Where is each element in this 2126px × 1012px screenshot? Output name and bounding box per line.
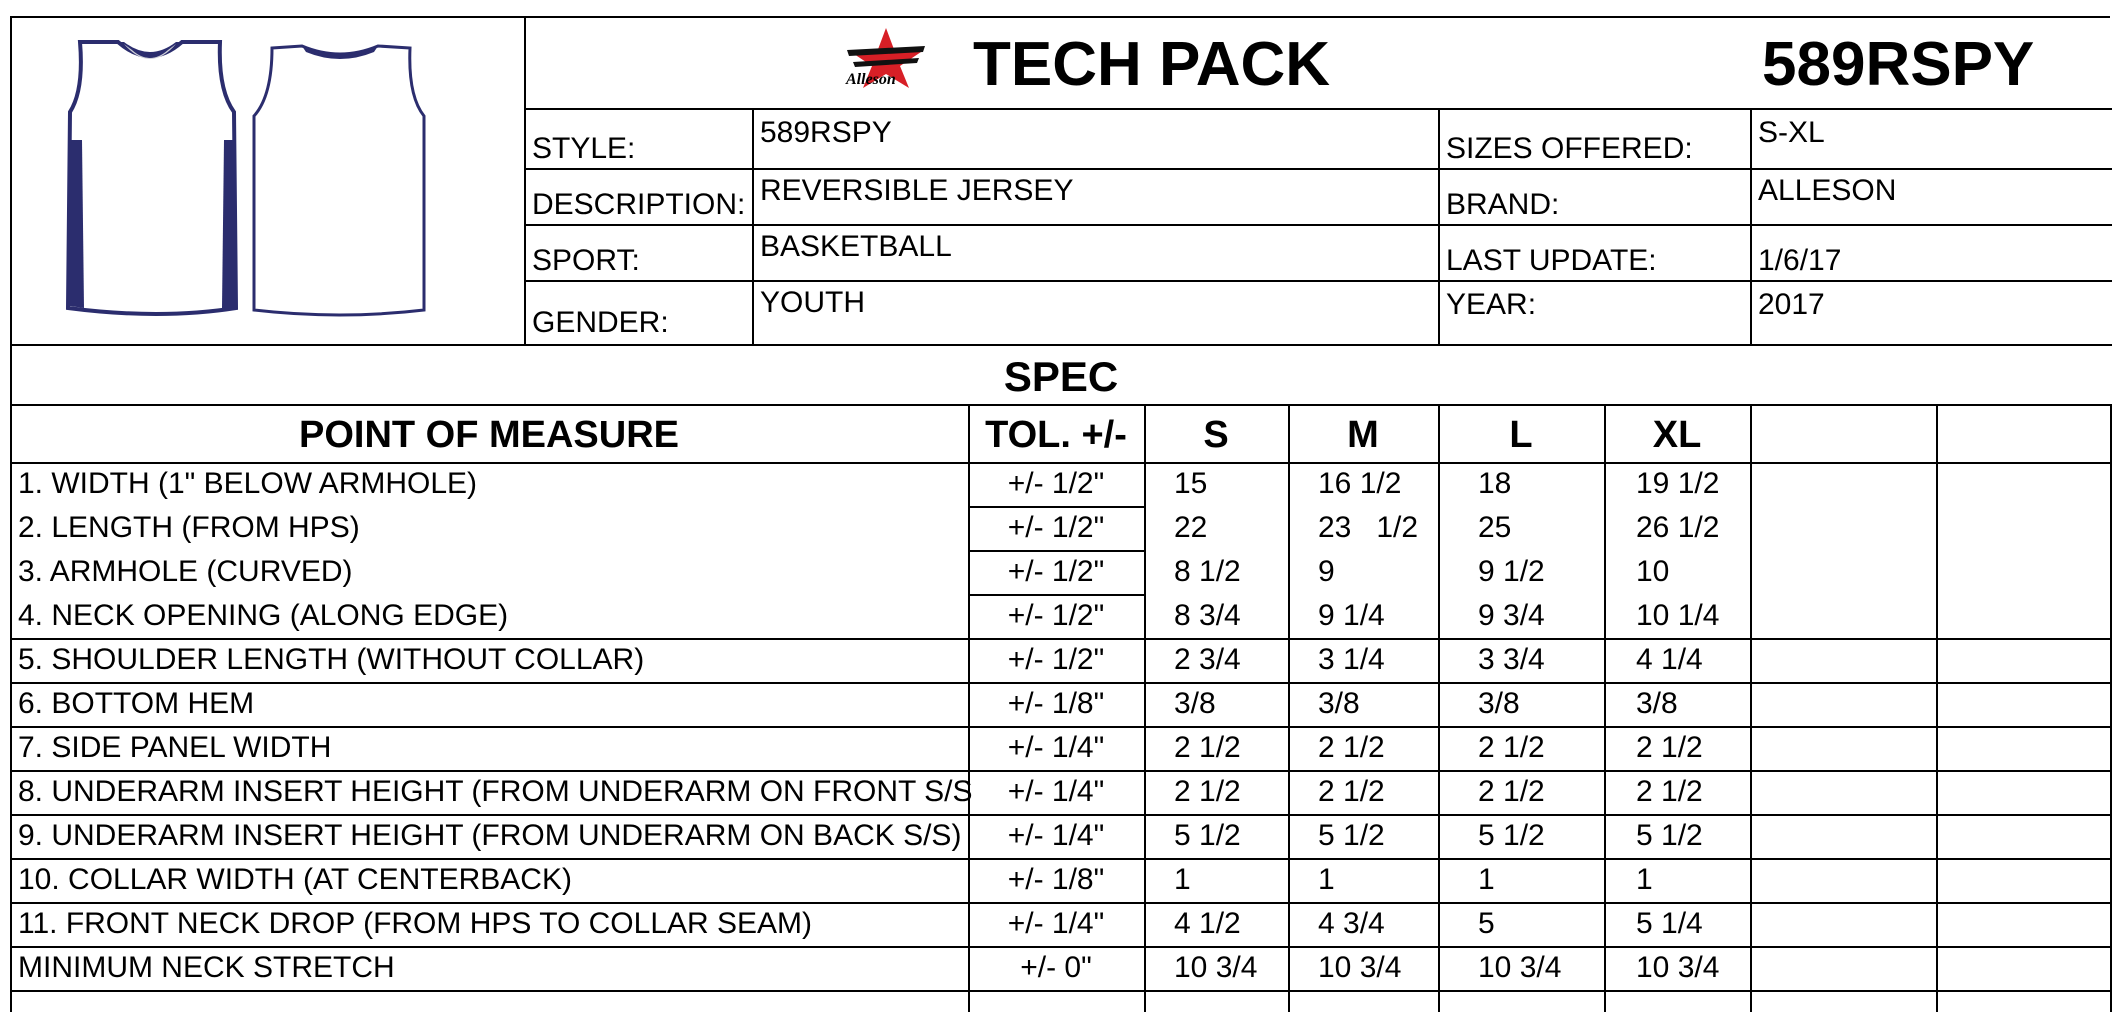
size-xl-cell: 2 1/2: [1636, 775, 1703, 808]
info-vline: [1750, 108, 1752, 344]
tol-subline: [968, 550, 1144, 552]
size-m-cell: 5 1/2: [1318, 819, 1385, 852]
last-update-value: 1/6/17: [1758, 244, 1842, 277]
info-hline: [524, 280, 2112, 282]
jersey-back-image: [254, 46, 424, 315]
tolerance-cell: +/- 1/4": [1007, 819, 1105, 852]
spec-top-line: [10, 344, 2112, 346]
size-xl-cell: 4 1/4: [1636, 643, 1703, 676]
row-line: [10, 682, 2112, 684]
col-line: [1144, 404, 1146, 1012]
size-m-cell: 2 1/2: [1318, 775, 1385, 808]
jersey-illustration: [40, 30, 440, 330]
size-l-cell: 3 3/4: [1478, 643, 1545, 676]
style-code-heading: 589RSPY: [1762, 30, 2035, 99]
info-vline: [752, 108, 754, 344]
row-line: [10, 638, 2112, 640]
tolerance-cell: +/- 1/2": [1007, 511, 1105, 544]
size-l-cell: 3/8: [1478, 687, 1520, 720]
size-xl-cell: 10 1/4: [1636, 599, 1720, 632]
col-header-l: L: [1509, 414, 1533, 456]
size-xl-cell: 19 1/2: [1636, 467, 1720, 500]
point-of-measure-cell: 1. WIDTH (1" BELOW ARMHOLE): [18, 467, 478, 500]
tolerance-cell: +/- 1/4": [1007, 731, 1105, 764]
size-s-cell: 10 3/4: [1174, 951, 1258, 984]
style-label: STYLE:: [532, 132, 636, 165]
row-line: [10, 726, 2112, 728]
info-hline: [524, 168, 2112, 170]
point-of-measure-cell: MINIMUM NECK STRETCH: [18, 951, 395, 984]
point-of-measure-cell: 9. UNDERARM INSERT HEIGHT (FROM UNDERARM ON BACK S/S): [18, 819, 962, 852]
info-hline: [524, 108, 2112, 110]
year-value: 2017: [1758, 288, 1825, 321]
size-m-cell: 23 1/2: [1318, 511, 1419, 544]
tolerance-cell: +/- 1/2": [1007, 643, 1105, 676]
image-divider: [524, 16, 526, 344]
size-l-cell: 2 1/2: [1478, 775, 1545, 808]
size-m-cell: 10 3/4: [1318, 951, 1402, 984]
row-line: [10, 946, 2112, 948]
size-m-cell: 3/8: [1318, 687, 1360, 720]
col-line: [1604, 404, 1606, 1012]
spec-header-top: [10, 404, 2112, 406]
size-l-cell: 5 1/2: [1478, 819, 1545, 852]
point-of-measure-cell: 8. UNDERARM INSERT HEIGHT (FROM UNDERARM ON FRONT S/S: [18, 775, 973, 808]
point-of-measure-cell: 7. SIDE PANEL WIDTH: [18, 731, 332, 764]
right-border: [2110, 404, 2112, 1012]
description-label: DESCRIPTION:: [532, 188, 746, 221]
size-s-cell: 2 1/2: [1174, 731, 1241, 764]
gender-value: YOUTH: [760, 286, 865, 319]
tolerance-cell: +/- 1/8": [1007, 863, 1105, 896]
size-xl-cell: 3/8: [1636, 687, 1678, 720]
size-s-cell: 8 3/4: [1174, 599, 1241, 632]
last-update-label: LAST UPDATE:: [1446, 244, 1657, 277]
tol-subline: [968, 506, 1144, 508]
spec-header-bottom: [10, 462, 2112, 464]
style-value: 589RSPY: [760, 116, 892, 149]
size-m-cell: 2 1/2: [1318, 731, 1385, 764]
sport-value: BASKETBALL: [760, 230, 952, 263]
gender-label: GENDER:: [532, 306, 669, 339]
size-xl-cell: 2 1/2: [1636, 731, 1703, 764]
row-line: [10, 770, 2112, 772]
left-border: [10, 16, 12, 1012]
size-l-cell: 25: [1478, 511, 1512, 544]
size-s-cell: 5 1/2: [1174, 819, 1241, 852]
col-line: [1750, 404, 1752, 1012]
size-l-cell: 10 3/4: [1478, 951, 1562, 984]
col-header-xl: XL: [1652, 414, 1702, 456]
size-m-cell: 9: [1318, 555, 1335, 588]
sport-label: SPORT:: [532, 244, 640, 277]
top-border: [10, 16, 2110, 18]
year-label: YEAR:: [1446, 288, 1537, 321]
col-header-s: S: [1203, 414, 1229, 456]
description-value: REVERSIBLE JERSEY: [760, 174, 1074, 207]
tol-subline: [968, 594, 1144, 596]
size-xl-cell: 5 1/2: [1636, 819, 1703, 852]
size-l-cell: 18: [1478, 467, 1512, 500]
size-l-cell: 1: [1478, 863, 1495, 896]
size-s-cell: 3/8: [1174, 687, 1216, 720]
size-m-cell: 4 3/4: [1318, 907, 1385, 940]
size-m-cell: 9 1/4: [1318, 599, 1385, 632]
size-m-cell: 16 1/2: [1318, 467, 1402, 500]
size-s-cell: 2 3/4: [1174, 643, 1241, 676]
spec-title: SPEC: [1003, 353, 1119, 400]
tolerance-cell: +/- 0": [1020, 951, 1092, 984]
size-s-cell: 15: [1174, 467, 1208, 500]
size-l-cell: 9 3/4: [1478, 599, 1545, 632]
row-line: [10, 990, 2112, 992]
size-m-cell: 3 1/4: [1318, 643, 1385, 676]
tolerance-cell: +/- 1/4": [1007, 775, 1105, 808]
sizes-offered-value: S-XL: [1758, 116, 1825, 149]
size-s-cell: 2 1/2: [1174, 775, 1241, 808]
tolerance-cell: +/- 1/8": [1007, 687, 1105, 720]
info-hline: [524, 224, 2112, 226]
row-line: [10, 858, 2112, 860]
size-xl-cell: 10: [1636, 555, 1670, 588]
size-l-cell: 5: [1478, 907, 1495, 940]
size-s-cell: 8 1/2: [1174, 555, 1241, 588]
point-of-measure-cell: 3. ARMHOLE (CURVED): [18, 555, 353, 588]
size-xl-cell: 5 1/4: [1636, 907, 1703, 940]
col-header-m: M: [1347, 414, 1379, 456]
info-vline: [1438, 108, 1440, 344]
tolerance-cell: +/- 1/2": [1007, 599, 1105, 632]
tolerance-cell: +/- 1/4": [1007, 907, 1105, 940]
sizes-offered-label: SIZES OFFERED:: [1446, 132, 1693, 165]
col-header-tol: TOL. +/-: [985, 414, 1127, 456]
row-line: [10, 814, 2112, 816]
point-of-measure-cell: 10. COLLAR WIDTH (AT CENTERBACK): [18, 863, 572, 896]
size-s-cell: 4 1/2: [1174, 907, 1241, 940]
size-xl-cell: 1: [1636, 863, 1653, 896]
point-of-measure-cell: 6. BOTTOM HEM: [18, 687, 255, 720]
jersey-front-image: [68, 42, 236, 314]
col-line: [1936, 404, 1938, 1012]
point-of-measure-cell: 11. FRONT NECK DROP (FROM HPS TO COLLAR SEAM): [18, 907, 813, 940]
size-m-cell: 1: [1318, 863, 1335, 896]
brand-value: ALLESON: [1758, 174, 1897, 207]
size-l-cell: 9 1/2: [1478, 555, 1545, 588]
logo-wordmark: Alleson: [846, 71, 896, 88]
size-xl-cell: 10 3/4: [1636, 951, 1720, 984]
point-of-measure-cell: 4. NECK OPENING (ALONG EDGE): [18, 599, 509, 632]
brand-label: BRAND:: [1446, 188, 1560, 221]
page-title: TECH PACK: [973, 30, 1331, 99]
point-of-measure-cell: 5. SHOULDER LENGTH (WITHOUT COLLAR): [18, 643, 645, 676]
size-s-cell: 22: [1174, 511, 1208, 544]
size-l-cell: 2 1/2: [1478, 731, 1545, 764]
size-xl-cell: 26 1/2: [1636, 511, 1720, 544]
point-of-measure-cell: 2. LENGTH (FROM HPS): [18, 511, 360, 544]
size-s-cell: 1: [1174, 863, 1191, 896]
col-line: [1438, 404, 1440, 1012]
tolerance-cell: +/- 1/2": [1007, 467, 1105, 500]
row-line: [10, 902, 2112, 904]
col-header-pom: POINT OF MEASURE: [298, 414, 680, 456]
tolerance-cell: +/- 1/2": [1007, 555, 1105, 588]
col-line: [1288, 404, 1290, 1012]
